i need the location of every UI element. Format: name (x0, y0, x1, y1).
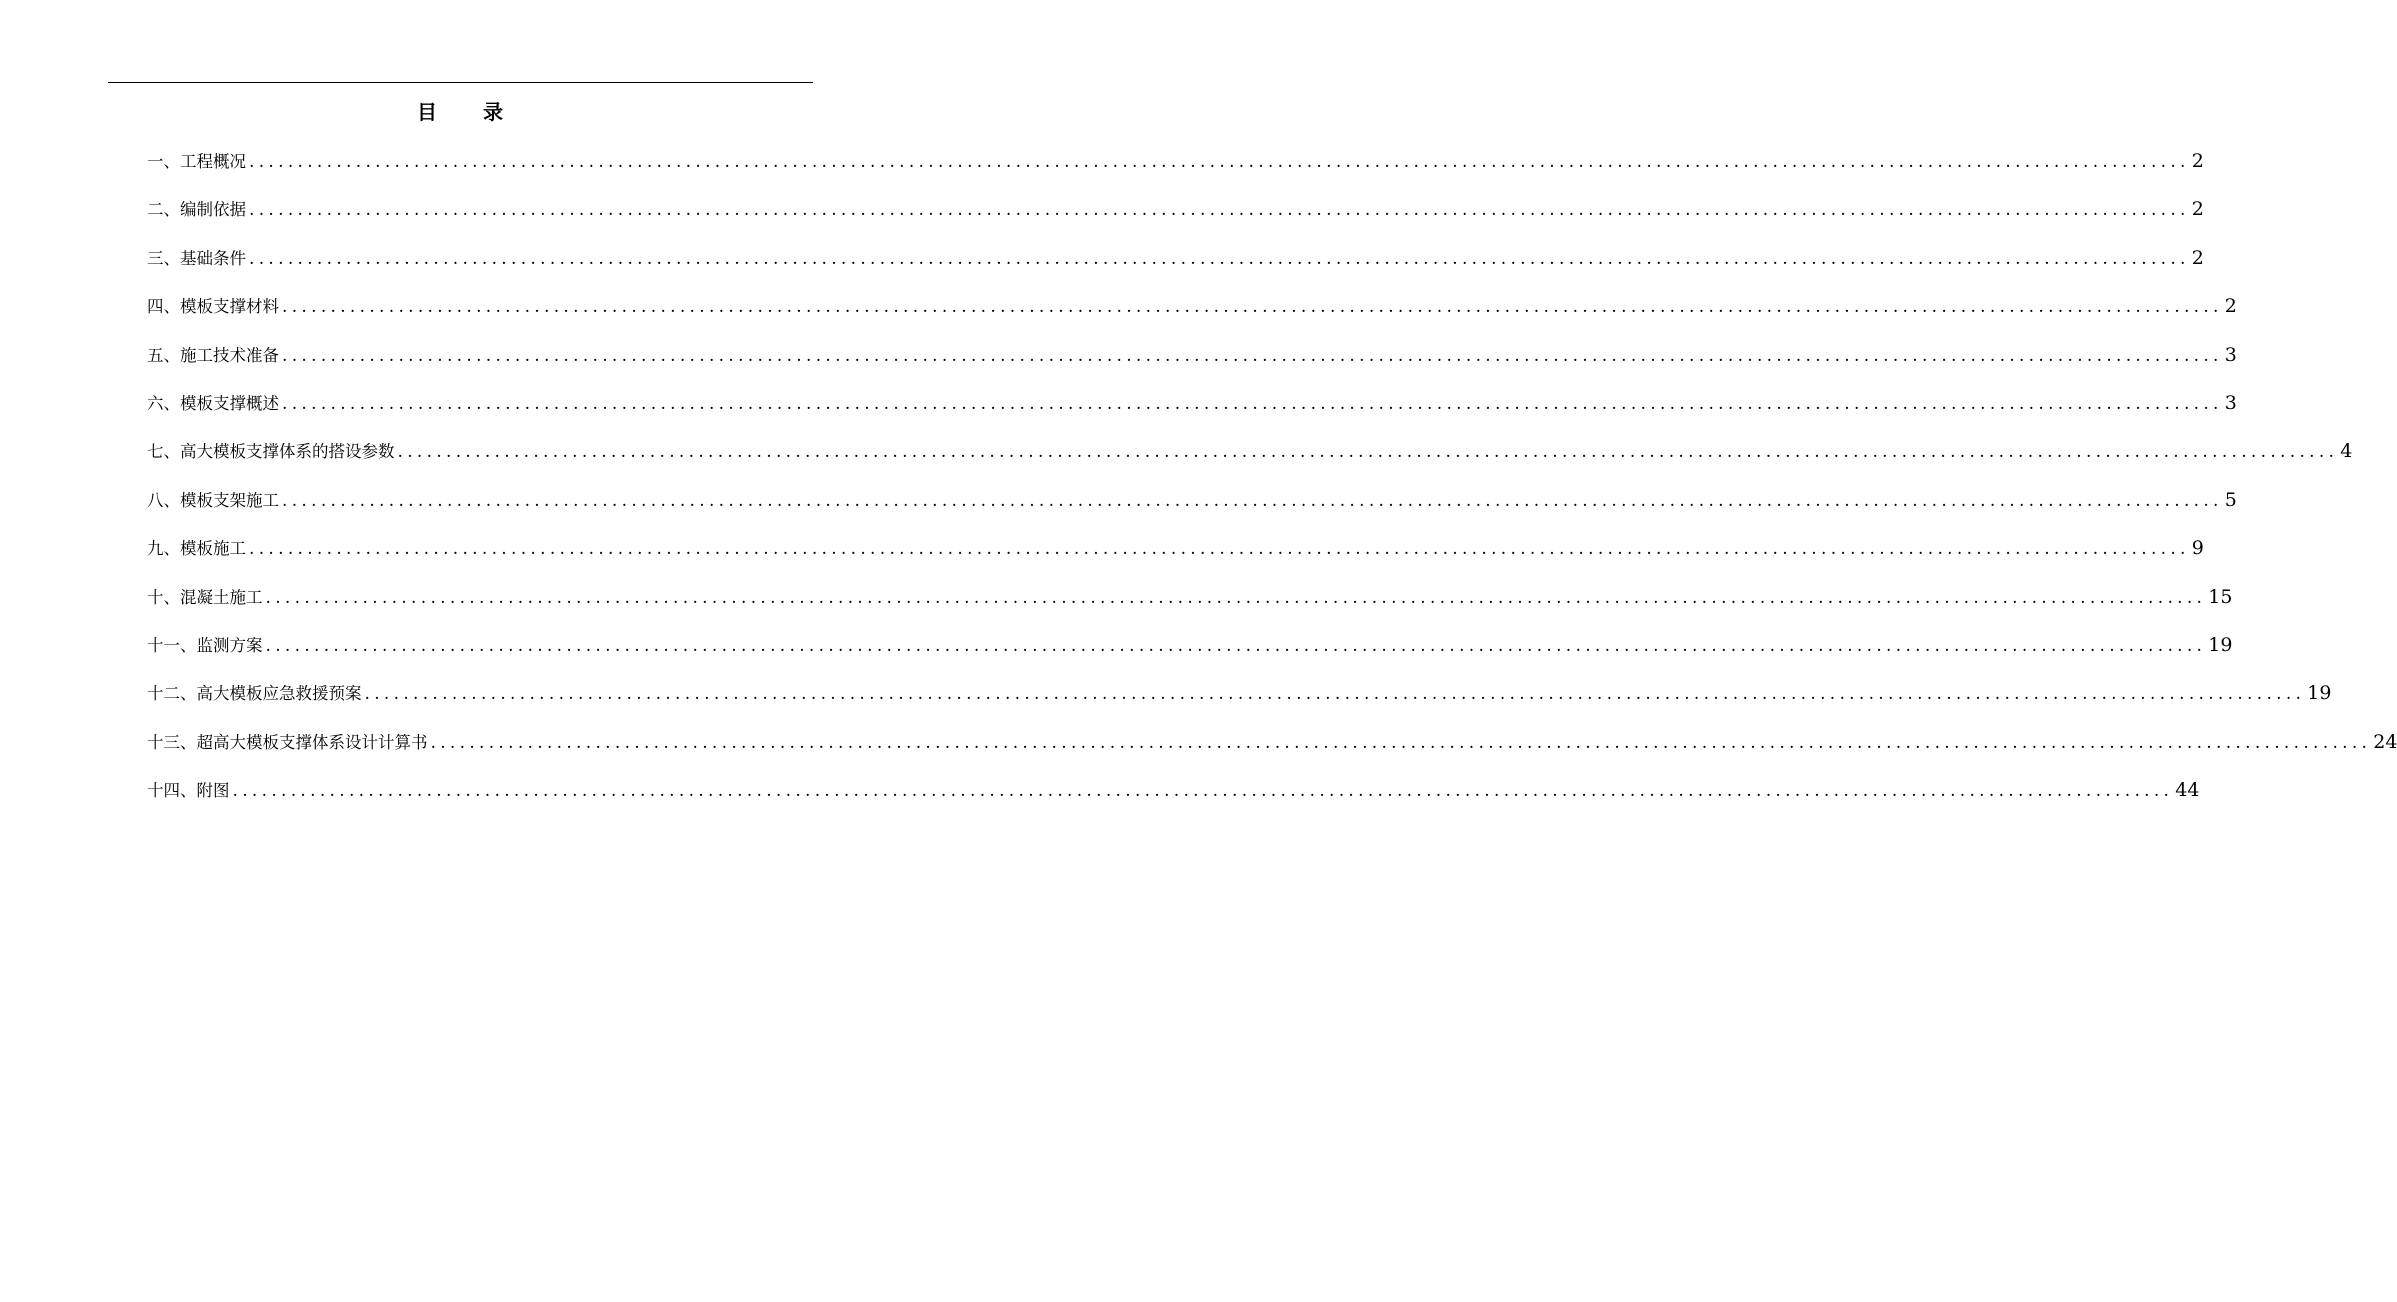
toc-entry-page: 19 (2208, 633, 2233, 656)
toc-dot-leader: ........................................................................................................................................................................................................ (249, 539, 2190, 560)
toc-entry[interactable] (147, 387, 2237, 435)
toc-entry-page: 19 (2307, 682, 2332, 705)
toc-dot-leader: ........................................................................................................................................................................................................ (249, 248, 2190, 269)
toc-entry-page: 4 (2340, 440, 2353, 463)
toc-entry-label: 十三、超高大模板支撑体系设计计算书 (147, 732, 428, 752)
toc-entry-label: 十二、高大模板应急救援预案 (147, 684, 362, 704)
toc-dot-leader: ........................................................................................................................................................................................................ (232, 781, 2174, 802)
toc-entry-page: 9 (2191, 537, 2204, 560)
toc-entry[interactable] (147, 435, 2353, 483)
toc-entry-label: 四、模板支撑材料 (147, 297, 279, 317)
toc-entry-label: 三、基础条件 (147, 248, 246, 268)
toc-entry-label: 六、模板支撑概述 (147, 393, 279, 413)
toc-entry-label: 一、工程概况 (147, 152, 246, 171)
toc-entry-label: 十一、监测方案 (147, 635, 263, 655)
toc-entry-page: 15 (2208, 585, 2233, 608)
toc-entry-label: 十、混凝土施工 (147, 587, 263, 607)
toc-entry-page: 44 (2175, 779, 2200, 802)
toc-entry-label: 二、编制依据 (147, 200, 246, 220)
toc-list (147, 145, 2397, 822)
toc-dot-leader: ........................................................................................................................................................................................................ (265, 587, 2207, 608)
toc-entry-page: 2 (2224, 295, 2237, 318)
toc-entry-label: 八、模板支架施工 (147, 490, 279, 510)
toc-dot-leader: ........................................................................................................................................................................................................ (364, 684, 2306, 705)
toc-dot-leader: ........................................................................................................................................................................................................ (265, 635, 2207, 656)
toc-dot-leader: ........................................................................................................................................................................................................ (282, 490, 2223, 511)
toc-entry-page: 2 (2191, 198, 2204, 221)
toc-entry-page: 2 (2191, 150, 2204, 172)
toc-entry[interactable] (147, 726, 2397, 774)
toc-entry[interactable] (147, 774, 2200, 822)
toc-dot-leader: ........................................................................................................................................................................................................ (430, 732, 2372, 753)
toc-entry[interactable] (147, 484, 2237, 532)
toc-entry-page: 3 (2224, 343, 2237, 366)
toc-entry[interactable] (147, 629, 2233, 677)
toc-entry-label: 五、施工技术准备 (147, 345, 279, 365)
toc-entry-label: 十四、附图 (147, 781, 230, 801)
toc-entry-label: 九、模板施工 (147, 539, 246, 559)
toc-entry-page: 24 (2373, 730, 2397, 753)
toc-entry[interactable] (147, 581, 2233, 629)
toc-entry[interactable] (147, 242, 2204, 290)
toc-entry[interactable] (147, 193, 2204, 241)
toc-dot-leader: ........................................................................................................................................................................................................ (282, 345, 2223, 366)
toc-entry-page: 3 (2224, 391, 2237, 414)
toc-dot-leader: ........................................................................................................................................................................................................ (397, 442, 2339, 463)
header-rule (108, 82, 813, 83)
toc-dot-leader: ........................................................................................................................................................................................................ (282, 297, 2223, 318)
toc-dot-leader: ........................................................................................................................................................................................................ (249, 152, 2190, 172)
toc-entry[interactable] (147, 677, 2332, 725)
toc-entry[interactable] (147, 290, 2237, 338)
toc-entry[interactable] (147, 145, 2204, 193)
toc-entry-page: 5 (2224, 488, 2237, 511)
toc-dot-leader: ........................................................................................................................................................................................................ (282, 393, 2223, 414)
toc-entry[interactable] (147, 532, 2204, 580)
toc-entry-page: 2 (2191, 246, 2204, 269)
toc-entry[interactable] (147, 339, 2237, 387)
toc-title: 目录 (417, 100, 549, 124)
toc-dot-leader: ........................................................................................................................................................................................................ (249, 200, 2190, 221)
toc-entry-label: 七、高大模板支撑体系的搭设参数 (147, 442, 395, 462)
